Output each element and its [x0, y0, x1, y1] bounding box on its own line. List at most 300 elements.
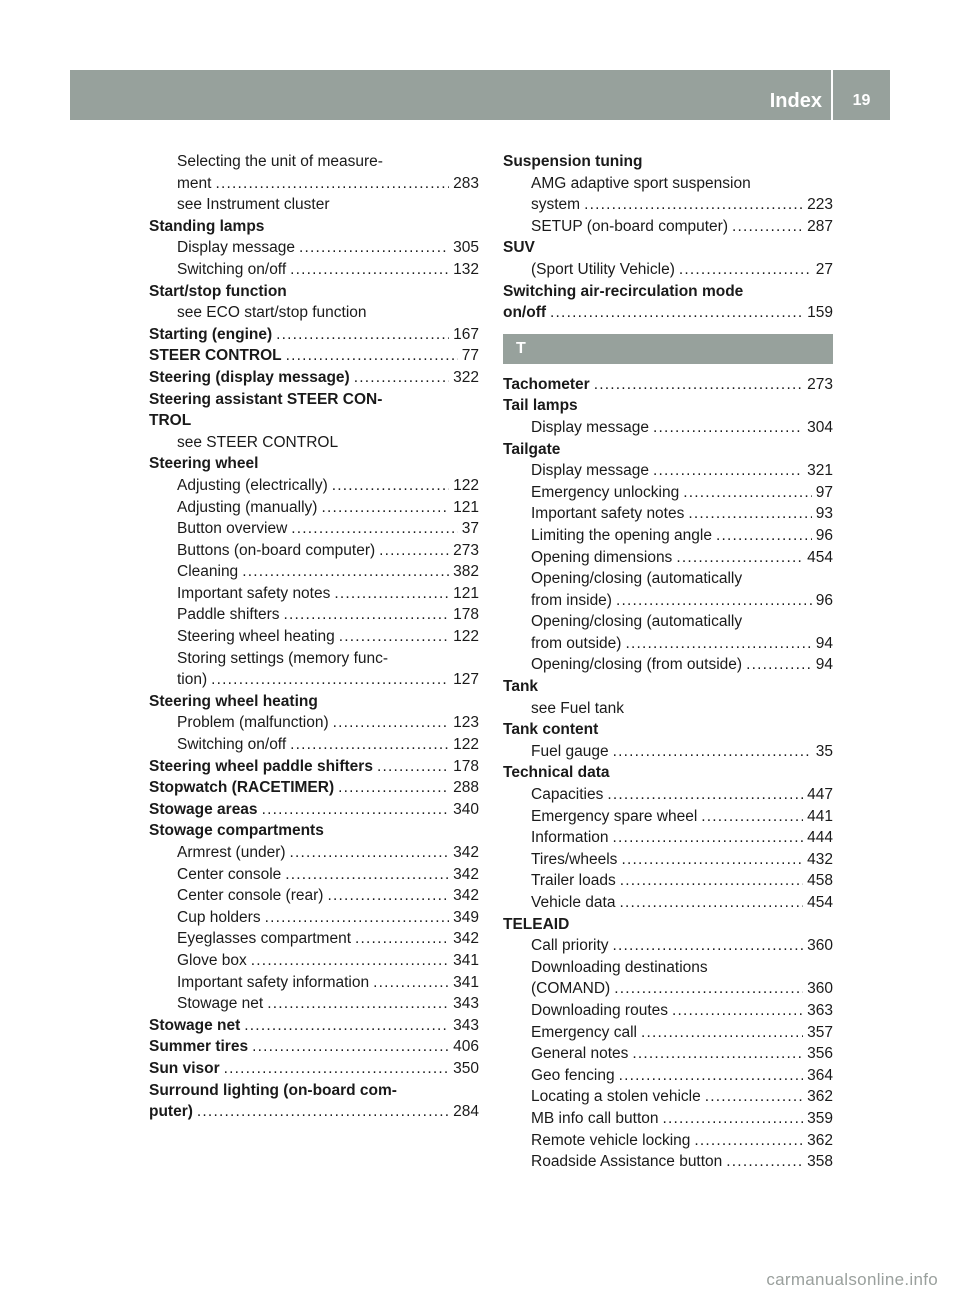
index-subentry	[503, 568, 833, 590]
entry-label: Paddle shifters	[177, 606, 280, 624]
entry-label: Important safety notes	[177, 584, 331, 602]
entry-label: (Sport Utility Vehicle)	[531, 260, 675, 278]
index-entry	[149, 777, 479, 799]
page-reference: 356	[807, 1045, 833, 1063]
entry-label: see Fuel tank	[531, 699, 625, 717]
page-reference: 35	[815, 742, 833, 760]
dot-leader	[594, 374, 803, 396]
index-subentry	[503, 547, 833, 569]
index-subentry	[503, 173, 833, 195]
entry-label: Tailgate	[503, 440, 561, 458]
dot-leader	[267, 993, 449, 1015]
entry-label: Steering wheel heating	[177, 628, 335, 646]
dot-leader	[625, 633, 811, 655]
page-reference: 444	[807, 829, 833, 847]
index-entry	[503, 439, 833, 461]
entry-label: Tank	[503, 678, 539, 696]
page-reference: 77	[461, 347, 479, 365]
page-reference: 454	[807, 894, 833, 911]
index-subentry	[503, 1043, 833, 1065]
index-column-right	[503, 151, 833, 1173]
index-subentry	[149, 885, 479, 907]
index-subentry	[503, 216, 833, 238]
dot-leader	[619, 892, 803, 914]
entry-label: Opening/closing (automatically	[531, 570, 743, 588]
entry-label: Stowage compartments	[149, 822, 324, 840]
entry-label: Summer tires	[149, 1038, 249, 1056]
page-reference: 273	[453, 541, 479, 559]
dot-leader	[716, 525, 812, 547]
index-subentry	[149, 497, 479, 519]
page-header	[70, 70, 890, 120]
dot-leader	[620, 870, 803, 892]
entry-label: Downloading destinations	[531, 958, 708, 976]
dot-leader	[285, 864, 449, 886]
entry-label: Opening dimensions	[531, 548, 673, 566]
index-entry	[149, 756, 479, 778]
index-entry	[503, 281, 833, 303]
index-subentry	[503, 503, 833, 525]
page-reference: 362	[807, 1088, 833, 1106]
index-subentry	[503, 1022, 833, 1044]
index-subentry	[149, 950, 479, 972]
entry-label: Limiting the opening angle	[531, 526, 712, 544]
index-entry	[503, 914, 833, 936]
dot-leader	[672, 1000, 803, 1022]
index-entry	[503, 395, 833, 417]
page-reference: 288	[453, 779, 479, 797]
index-subentry	[149, 561, 479, 583]
dot-leader	[332, 475, 449, 497]
entry-label: system	[531, 196, 581, 214]
entry-label: Stowage net	[149, 1016, 241, 1034]
index-entry	[149, 820, 479, 842]
index-subentry	[503, 460, 833, 482]
index-entry	[149, 1036, 479, 1058]
index-entry	[149, 345, 479, 367]
index-subentry	[503, 482, 833, 504]
index-entry	[149, 216, 479, 238]
entry-label: Standing lamps	[149, 217, 265, 235]
entry-label: SUV	[503, 239, 535, 257]
page-reference: 321	[807, 462, 833, 480]
index-entry	[149, 453, 479, 475]
entry-label: Downloading routes	[531, 1001, 669, 1019]
index-subentry	[149, 432, 479, 454]
entry-label: Switching on/off	[177, 736, 287, 754]
dot-leader	[321, 497, 449, 519]
page-reference: 127	[453, 671, 479, 689]
dot-leader	[688, 503, 811, 525]
index-subentry	[149, 993, 479, 1015]
page-reference: 121	[453, 584, 479, 602]
index-subentry	[503, 784, 833, 806]
page-reference: 94	[815, 656, 833, 674]
entry-label: Starting (engine)	[149, 325, 273, 343]
dot-leader	[291, 518, 457, 540]
page-reference: 432	[807, 850, 833, 868]
index-subentry	[149, 734, 479, 756]
page-reference: 284	[453, 1103, 479, 1121]
dot-leader	[663, 1108, 804, 1130]
entry-label: Locating a stolen vehicle	[531, 1088, 701, 1106]
page-reference: 273	[807, 375, 833, 393]
page-reference: 283	[453, 174, 479, 192]
dot-leader	[262, 799, 450, 821]
index-entry	[503, 676, 833, 698]
entry-label: on/off	[503, 304, 547, 322]
index-column-left	[149, 151, 479, 1123]
entry-label: Suspension tuning	[503, 153, 643, 170]
index-subentry	[149, 648, 479, 670]
page-reference: 287	[807, 217, 833, 235]
entry-label: Display message	[531, 462, 650, 480]
page-reference: 458	[807, 872, 833, 890]
index-subentry	[503, 633, 833, 655]
page-reference: 37	[461, 520, 479, 538]
dot-leader	[694, 1130, 803, 1152]
index-subentry	[503, 611, 833, 633]
dot-leader	[584, 194, 803, 216]
dot-leader	[613, 827, 804, 849]
entry-label: see Instrument cluster	[177, 196, 330, 214]
index-subentry	[503, 1108, 833, 1130]
entry-label: Cleaning	[177, 563, 239, 581]
index-entry	[149, 410, 479, 432]
dot-leader	[676, 547, 803, 569]
entry-label: Important safety information	[177, 973, 370, 991]
dot-leader	[379, 540, 449, 562]
page-reference: 94	[815, 634, 833, 652]
index-entry	[149, 324, 479, 346]
index-entry	[149, 1015, 479, 1037]
dot-leader	[333, 712, 450, 734]
index-subentry	[149, 712, 479, 734]
dot-leader	[614, 978, 803, 1000]
entry-label: Problem (malfunction)	[177, 714, 329, 732]
page-reference: 406	[453, 1038, 479, 1056]
index-entry	[503, 719, 833, 741]
index-subentry	[503, 806, 833, 828]
entry-label: Armrest (under)	[177, 844, 286, 861]
entry-label: Roadside Assistance button	[531, 1153, 723, 1171]
entry-label: MB info call button	[531, 1109, 659, 1127]
entry-label: Display message	[177, 239, 296, 257]
dot-leader	[224, 1058, 449, 1080]
section-letter-bar: T	[503, 334, 833, 364]
index-subentry	[149, 540, 479, 562]
entry-label: General notes	[531, 1045, 629, 1063]
page-reference: 27	[815, 260, 833, 278]
index-group-s	[503, 151, 833, 324]
index-entry	[149, 1080, 479, 1102]
index-subentry	[503, 654, 833, 676]
entry-label: Information	[531, 829, 609, 847]
entry-label: Tires/wheels	[531, 850, 618, 868]
index-subentry	[149, 194, 479, 216]
entry-label: Tail lamps	[503, 397, 578, 415]
page-reference: 343	[453, 1016, 479, 1034]
index-subentry	[503, 849, 833, 871]
page-reference: 360	[807, 980, 833, 998]
entry-label: Steering wheel	[149, 455, 259, 473]
page-reference: 454	[807, 548, 833, 566]
dot-leader	[653, 417, 803, 439]
entry-label: Start/stop function	[149, 282, 287, 300]
entry-label: see ECO start/stop function	[177, 304, 367, 322]
index-subentry	[149, 518, 479, 540]
index-subentry	[503, 957, 833, 979]
dot-leader	[286, 345, 458, 367]
entry-label: Stopwatch (RACETIMER)	[149, 779, 335, 797]
page-reference: 360	[807, 937, 833, 955]
index-subentry	[503, 1065, 833, 1087]
index-subentry	[503, 259, 833, 281]
page-reference: 340	[453, 800, 479, 818]
dot-leader	[632, 1043, 803, 1065]
entry-label: Sun visor	[149, 1059, 220, 1077]
dot-leader	[290, 734, 449, 756]
dot-leader	[726, 1151, 803, 1173]
entry-label: Important safety notes	[531, 505, 685, 523]
index-subentry	[503, 978, 833, 1000]
dot-leader	[354, 367, 449, 389]
page-reference: 178	[453, 606, 479, 624]
dot-leader	[252, 1036, 449, 1058]
dot-leader	[619, 1065, 804, 1087]
page-reference: 223	[807, 196, 833, 214]
index-subentry	[503, 525, 833, 547]
page-reference: 358	[807, 1153, 833, 1171]
page-reference: 342	[453, 930, 479, 948]
index-subentry	[503, 827, 833, 849]
entry-label: Fuel gauge	[531, 742, 609, 760]
entry-label: Opening/closing (from outside)	[531, 656, 743, 674]
index-subentry	[503, 870, 833, 892]
page-reference: 322	[453, 368, 479, 386]
page-reference: 97	[815, 483, 833, 501]
page-reference: 96	[815, 526, 833, 544]
entry-label: from outside)	[531, 634, 622, 652]
dot-leader	[641, 1022, 803, 1044]
entry-label: AMG adaptive sport suspension	[531, 174, 751, 192]
entry-label: see STEER CONTROL	[177, 433, 339, 451]
index-subentry	[503, 892, 833, 914]
page-reference: 342	[453, 887, 479, 905]
entry-label: Steering (display message)	[149, 368, 350, 386]
index-group-t	[503, 374, 833, 1173]
index-subentry	[149, 583, 479, 605]
entry-label: Button overview	[177, 520, 288, 538]
page-reference: 341	[453, 973, 479, 991]
entry-label: Technical data	[503, 764, 610, 782]
page-reference: 363	[807, 1001, 833, 1019]
page-number: 19	[852, 92, 871, 109]
page-reference: 122	[453, 736, 479, 754]
entry-label: SETUP (on-board computer)	[531, 217, 728, 235]
index-subentry	[503, 1151, 833, 1173]
index-subentry	[503, 1086, 833, 1108]
dot-leader	[290, 842, 450, 864]
dot-leader	[265, 907, 450, 929]
entry-label: Buttons (on-board computer)	[177, 541, 376, 559]
entry-label: ment	[177, 174, 212, 192]
dot-leader	[276, 324, 449, 346]
entry-label: puter)	[149, 1103, 193, 1121]
index-subentry	[503, 194, 833, 216]
index-entry	[503, 237, 833, 259]
dot-leader	[334, 583, 449, 605]
entry-label: Eyeglasses compartment	[177, 930, 352, 948]
dot-leader	[284, 604, 450, 626]
entry-label: Vehicle data	[531, 894, 616, 911]
dot-leader	[355, 928, 449, 950]
page-reference: 167	[453, 325, 479, 343]
page-reference: 362	[807, 1131, 833, 1149]
index-subentry	[149, 173, 479, 195]
entry-label: (COMAND)	[531, 980, 611, 998]
entry-label: Emergency unlocking	[531, 483, 680, 501]
page-reference: 93	[815, 505, 833, 523]
page-reference: 342	[453, 844, 479, 861]
page-reference: 357	[807, 1023, 833, 1041]
entry-label: Center console	[177, 865, 282, 883]
entry-label: Stowage net	[177, 995, 264, 1013]
page-reference: 122	[453, 628, 479, 646]
entry-label: Switching on/off	[177, 260, 287, 278]
index-subentry	[503, 590, 833, 612]
index-subentry	[149, 237, 479, 259]
entry-label: Switching air-recirculation mode	[503, 282, 744, 300]
dot-leader	[705, 1086, 803, 1108]
entry-label: Center console (rear)	[177, 887, 324, 905]
index-entry	[149, 1101, 479, 1123]
entry-label: Steering assistant STEER CON-	[149, 390, 383, 408]
index-subentry	[149, 669, 479, 691]
dot-leader	[679, 259, 812, 281]
page-reference: 304	[807, 418, 833, 436]
dot-leader	[613, 741, 812, 763]
entry-label: Emergency call	[531, 1023, 637, 1041]
dot-leader	[701, 806, 803, 828]
entry-label: Remote vehicle locking	[531, 1131, 691, 1149]
entry-label: Selecting the unit of measure-	[177, 153, 383, 170]
entry-label: Stowage areas	[149, 800, 258, 818]
index-subentry	[149, 907, 479, 929]
entry-label: Display message	[531, 418, 650, 436]
watermark: carmanualsonline.info	[766, 1270, 938, 1289]
index-subentry	[503, 935, 833, 957]
page-reference: 343	[453, 995, 479, 1013]
dot-leader	[338, 777, 449, 799]
page-reference: 132	[453, 260, 479, 278]
dot-leader	[215, 173, 449, 195]
entry-label: Emergency spare wheel	[531, 807, 698, 825]
entry-label: Trailer loads	[531, 872, 616, 890]
entry-label: Glove box	[177, 951, 247, 969]
entry-label: Tachometer	[503, 375, 590, 393]
entry-label: Tank content	[503, 721, 599, 739]
entry-label: TELEAID	[503, 915, 570, 933]
page-reference: 349	[453, 908, 479, 926]
entry-label: from inside)	[531, 591, 612, 609]
index-subentry	[149, 302, 479, 324]
index-entry	[503, 374, 833, 396]
index-subentry	[503, 417, 833, 439]
index-entry	[149, 799, 479, 821]
entry-label: Steering wheel heating	[149, 692, 318, 710]
index-subentry	[149, 604, 479, 626]
index-subentry	[503, 698, 833, 720]
index-subentry	[149, 626, 479, 648]
page-reference: 441	[807, 807, 833, 825]
dot-leader	[550, 302, 803, 324]
index-subentry	[503, 1130, 833, 1152]
index-entry	[149, 367, 479, 389]
dot-leader	[732, 216, 803, 238]
page-reference: 342	[453, 865, 479, 883]
index-entry	[149, 1058, 479, 1080]
dot-leader	[373, 972, 449, 994]
dot-leader	[746, 654, 812, 676]
dot-leader	[339, 626, 449, 648]
index-entry	[149, 691, 479, 713]
page-reference: 159	[807, 304, 833, 322]
index-subentry	[149, 864, 479, 886]
dot-leader	[299, 237, 449, 259]
index-subentry	[503, 1000, 833, 1022]
dot-leader	[616, 590, 812, 612]
dot-leader	[653, 460, 803, 482]
page-reference: 447	[807, 786, 833, 804]
index-entry	[149, 389, 479, 411]
page-reference: 122	[453, 476, 479, 494]
dot-leader	[327, 885, 449, 907]
index-entry	[503, 151, 833, 173]
dot-leader	[251, 950, 449, 972]
entry-label: STEER CONTROL	[149, 347, 282, 365]
index-subentry	[149, 151, 479, 173]
page-reference: 341	[453, 951, 479, 969]
index-subentry	[149, 928, 479, 950]
index-entry	[503, 762, 833, 784]
page-reference: 350	[453, 1059, 479, 1077]
entry-label: Capacities	[531, 786, 604, 804]
dot-leader	[621, 849, 803, 871]
entry-label: Geo fencing	[531, 1066, 615, 1084]
index-subentry	[149, 475, 479, 497]
entry-label: Call priority	[531, 937, 609, 955]
page-reference: 359	[807, 1109, 833, 1127]
dot-leader	[613, 935, 804, 957]
dot-leader	[683, 482, 812, 504]
header-title: Index	[769, 90, 822, 112]
index-subentry	[149, 972, 479, 994]
entry-label: Adjusting (electrically)	[177, 476, 328, 494]
dot-leader	[197, 1101, 449, 1123]
entry-label: Steering wheel paddle shifters	[149, 757, 373, 775]
entry-label: TROL	[149, 412, 192, 430]
entry-label: Adjusting (manually)	[177, 498, 318, 516]
page-reference: 178	[453, 757, 479, 775]
index-subentry	[149, 259, 479, 281]
entry-label: Surround lighting (on-board com-	[149, 1081, 397, 1099]
page-reference: 382	[453, 563, 479, 581]
page-reference: 364	[807, 1066, 833, 1084]
page-reference: 121	[453, 498, 479, 516]
dot-leader	[607, 784, 803, 806]
page-reference: 123	[453, 714, 479, 732]
